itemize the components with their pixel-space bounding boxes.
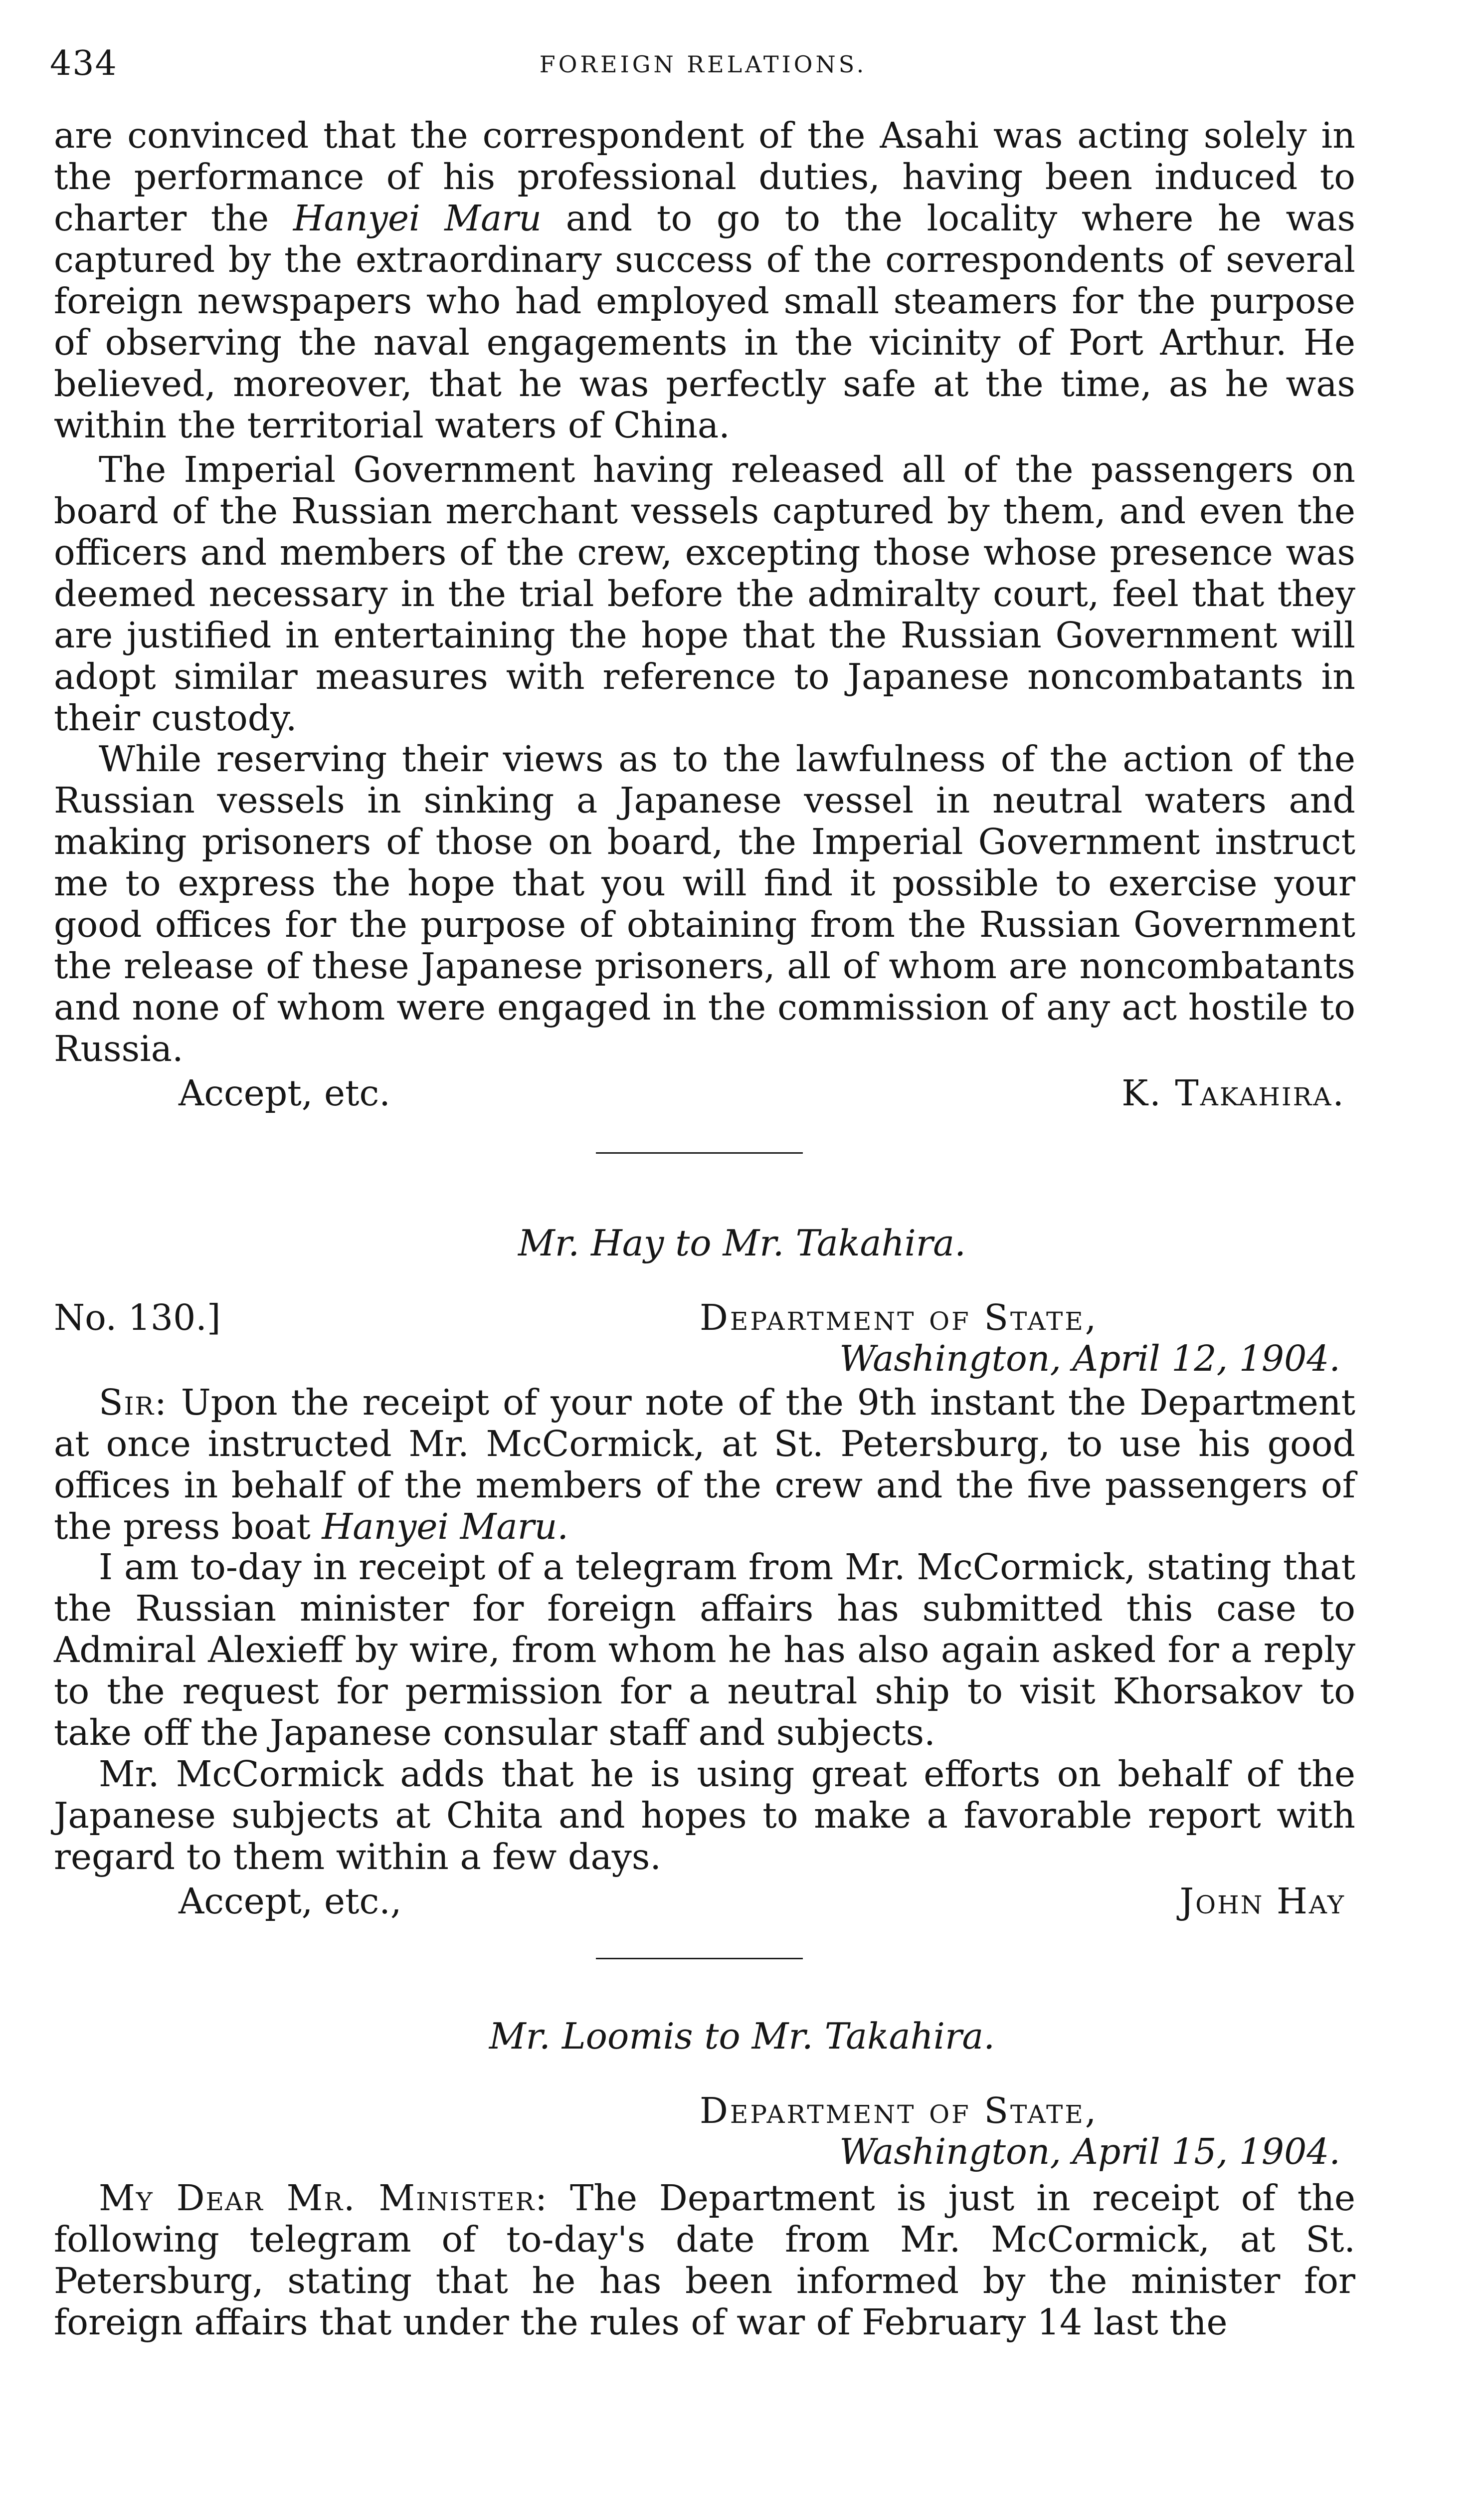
closing-accept: Accept, etc. (179, 1072, 390, 1114)
hay-letter-header (54, 1297, 1355, 1392)
takahira-paragraph-1-text-a: are convinced that the correspondent of the Asahi was acting solely in the performance of his professional duties, having been induced to charter the (54, 115, 1355, 239)
hay-paragraph-1 (54, 1382, 1355, 1547)
signature-takahira: K. Takahira. (1121, 1072, 1345, 1114)
hay-paragraph-1-text: Upon the receipt of your note of the 9th instant the Department at once instructed Mr. McCormick, at St. Petersburg, to use his good offices in behalf of the members of the crew and the five passengers of the press boat (54, 1382, 1355, 1547)
page-number: 434 (50, 44, 118, 83)
ship-name-hanyei-maru: Hanyei Maru. (322, 1506, 568, 1547)
department-of-state: Department of State, (700, 1297, 1099, 1338)
ship-name-hanyei-maru: Hanyei Maru (293, 198, 542, 239)
letter-heading-hay: Mr. Hay to Mr. Takahira. (518, 1222, 966, 1264)
takahira-paragraph-1-text-b: and to go to the locality where he was captured by the extraordinary success of the correspondents of several foreign newspapers who had employed small steamers for the purpose of observing the naval engagements in the vicinity of Port Arthur. He believed, moreover, that he was perfectly safe at the time, as he was within the territorial waters of China. (54, 198, 1356, 446)
hay-paragraph-2: I am to-day in receipt of a telegram from Mr. McCormick, stating that the Russian minister for foreign affairs has submitted this case to Admiral Alexieff by wire, from whom he has also again asked for a reply to the request for permission for a neutral ship to visit Khorsakov to take off the Japanese consular staff and subjects. (54, 1546, 1355, 1753)
takahira-closing (54, 1072, 1355, 1117)
place-and-date: Washington, April 12, 1904. (839, 1338, 1340, 1379)
takahira-paragraph-2: The Imperial Government having released all of the passengers on board of the Russian merchant vessels captured by them, and even the officers and members of the crew, excepting those whose presence was deemed necessary in the trial before the admiralty court, feel that they are justified in entertaining the hope that the Russian Government will adopt similar measures with reference to Japanese noncombatants in their custody. (54, 449, 1355, 739)
takahira-paragraph-3: While reserving their views as to the lawfulness of the action of the Russian vessels in sinking a Japanese vessel in neutral waters and making prisoners of those on board, the Imperial Government instruct me to express the hope that you will find it possible to exercise your good offices for the purpose of obtaining from the Russian Government the release of these Japanese prisoners, all of whom are noncombatants and none of whom were engaged in the commission of any act hostile to Russia. (54, 738, 1355, 1069)
takahira-paragraph-1 (54, 115, 1355, 446)
department-of-state: Department of State, (700, 2090, 1099, 2131)
hay-paragraph-3: Mr. McCormick adds that he is using great efforts on behalf of the Japanese subjects at Chita and hopes to make a favorable report with regard to them within a few days. (54, 1753, 1355, 1877)
loomis-paragraph-1-text: The Department is just in receipt of the following telegram of to-day's date from Mr. McCormick, at St. Petersburg, stating that he has been informed by the minister for foreign affairs that under the rules of war of February 14 last the (54, 2177, 1355, 2343)
closing-accept: Accept, etc., (179, 1880, 402, 1922)
loomis-paragraph-1 (54, 2177, 1355, 2343)
running-head (50, 44, 1356, 94)
signature-john-hay: John Hay (1179, 1880, 1345, 1922)
running-title: FOREIGN RELATIONS. (539, 51, 867, 78)
section-divider (596, 1958, 803, 1959)
loomis-letter-header (54, 2090, 1355, 2185)
salutation-my-dear-minister: My Dear Mr. Minister: (99, 2177, 549, 2219)
place-and-date: Washington, April 15, 1904. (839, 2131, 1340, 2172)
letter-heading-loomis: Mr. Loomis to Mr. Takahira. (489, 2015, 995, 2057)
hay-closing (54, 1880, 1355, 1925)
salutation-sir: Sir: (99, 1382, 168, 1423)
document-number: No. 130.] (54, 1297, 221, 1338)
section-divider (596, 1152, 803, 1154)
